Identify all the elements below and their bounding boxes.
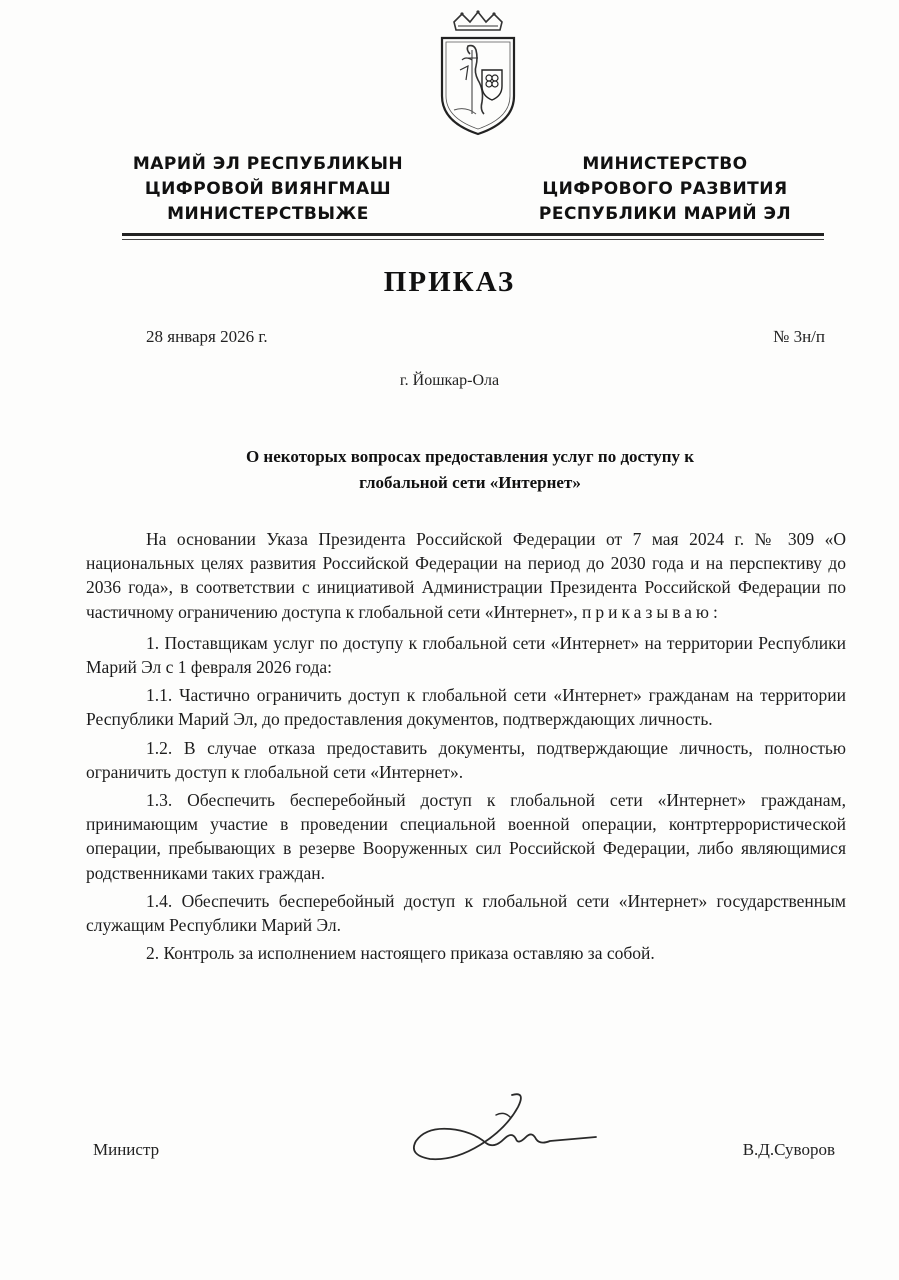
header-left-line-3: МИНИСТЕРСТВЫЖЕ [167,204,369,224]
order-item-1-4: 1.4. Обеспечить бесперебойный доступ к глобальной сети «Интернет» государственным служащим Республики Марий Эл. [86,890,846,936]
order-item-1-2: 1.2. В случае отказа предоставить документы, подтверждающие личность, полностью ограничить доступ к глобальной сети «Интернет». [86,737,846,782]
signer-role: Министр [93,1140,160,1159]
preamble-paragraph [86,527,846,624]
header-right-line-1: МИНИСТЕРСТВО [582,154,748,174]
document-number: № 3н/п [773,327,825,346]
signer-name: В.Д.Суворов [742,1140,835,1159]
handwritten-signature [400,1085,600,1175]
coat-of-arms-icon [432,10,524,140]
order-item-2: 2. Контроль за исполнением настоящего приказа оставляю за собой. [146,943,655,964]
preamble-order-word: приказываю: [581,601,722,622]
header-right-line-2: ЦИФРОВОГО РАЗВИТИЯ [542,179,788,199]
document-subject [120,444,820,496]
document-city: г. Йошкар-Ола [399,372,500,389]
ministry-name-russian [510,152,820,227]
header-divider-thin [122,239,824,240]
order-item-1-3: 1.3. Обеспечить бесперебойный доступ к глобальной сети «Интернет» гражданам, принимающим участие в проведении специальной военной операции, контртеррористической операции, пребывающих в резерве Вооруженных сил Российской Федерации, либо являющимися родственниками таких граждан. [86,790,846,883]
header-left-line-2: ЦИФРОВОЙ ВИЯНГМАШ [144,179,392,199]
subject-line-2: глобальной сети «Интернет» [359,473,581,492]
order-item-1: 1. Поставщикам услуг по доступу к глобальной сети «Интернет» на территории Республики Марий Эл с 1 февраля 2026 года: [86,632,846,678]
header-divider-thick [122,233,824,236]
document-date: 28 января 2026 г. [146,327,268,346]
subject-line-1: О некоторых вопросах предоставления услуг по доступу к [245,447,695,466]
header-right-line-3: РЕСПУБЛИКИ МАРИЙ ЭЛ [538,204,792,224]
document-body [86,527,846,969]
order-item-1-1: 1.1. Частично ограничить доступ к глобальной сети «Интернет» гражданам на территории Республики Марий Эл, до предоставления документов, подтверждающих личность. [86,685,846,730]
header-left-line-1: МАРИЙ ЭЛ РЕСПУБЛИКЫН [132,154,404,174]
ministry-name-mari [108,152,428,227]
preamble-text: На основании Указа Президента Российской Федерации от 7 мая 2024 г. № 309 «О национальных целях развития Российской Федерации на период до 2030 года и на перспективу до 2036 года», в соответствии с инициативой Администрации Президента Российской Федерации по частичному ограничению доступа к глобальной сети «Интернет», [86,529,846,622]
document-title: ПРИКАЗ [383,266,516,298]
